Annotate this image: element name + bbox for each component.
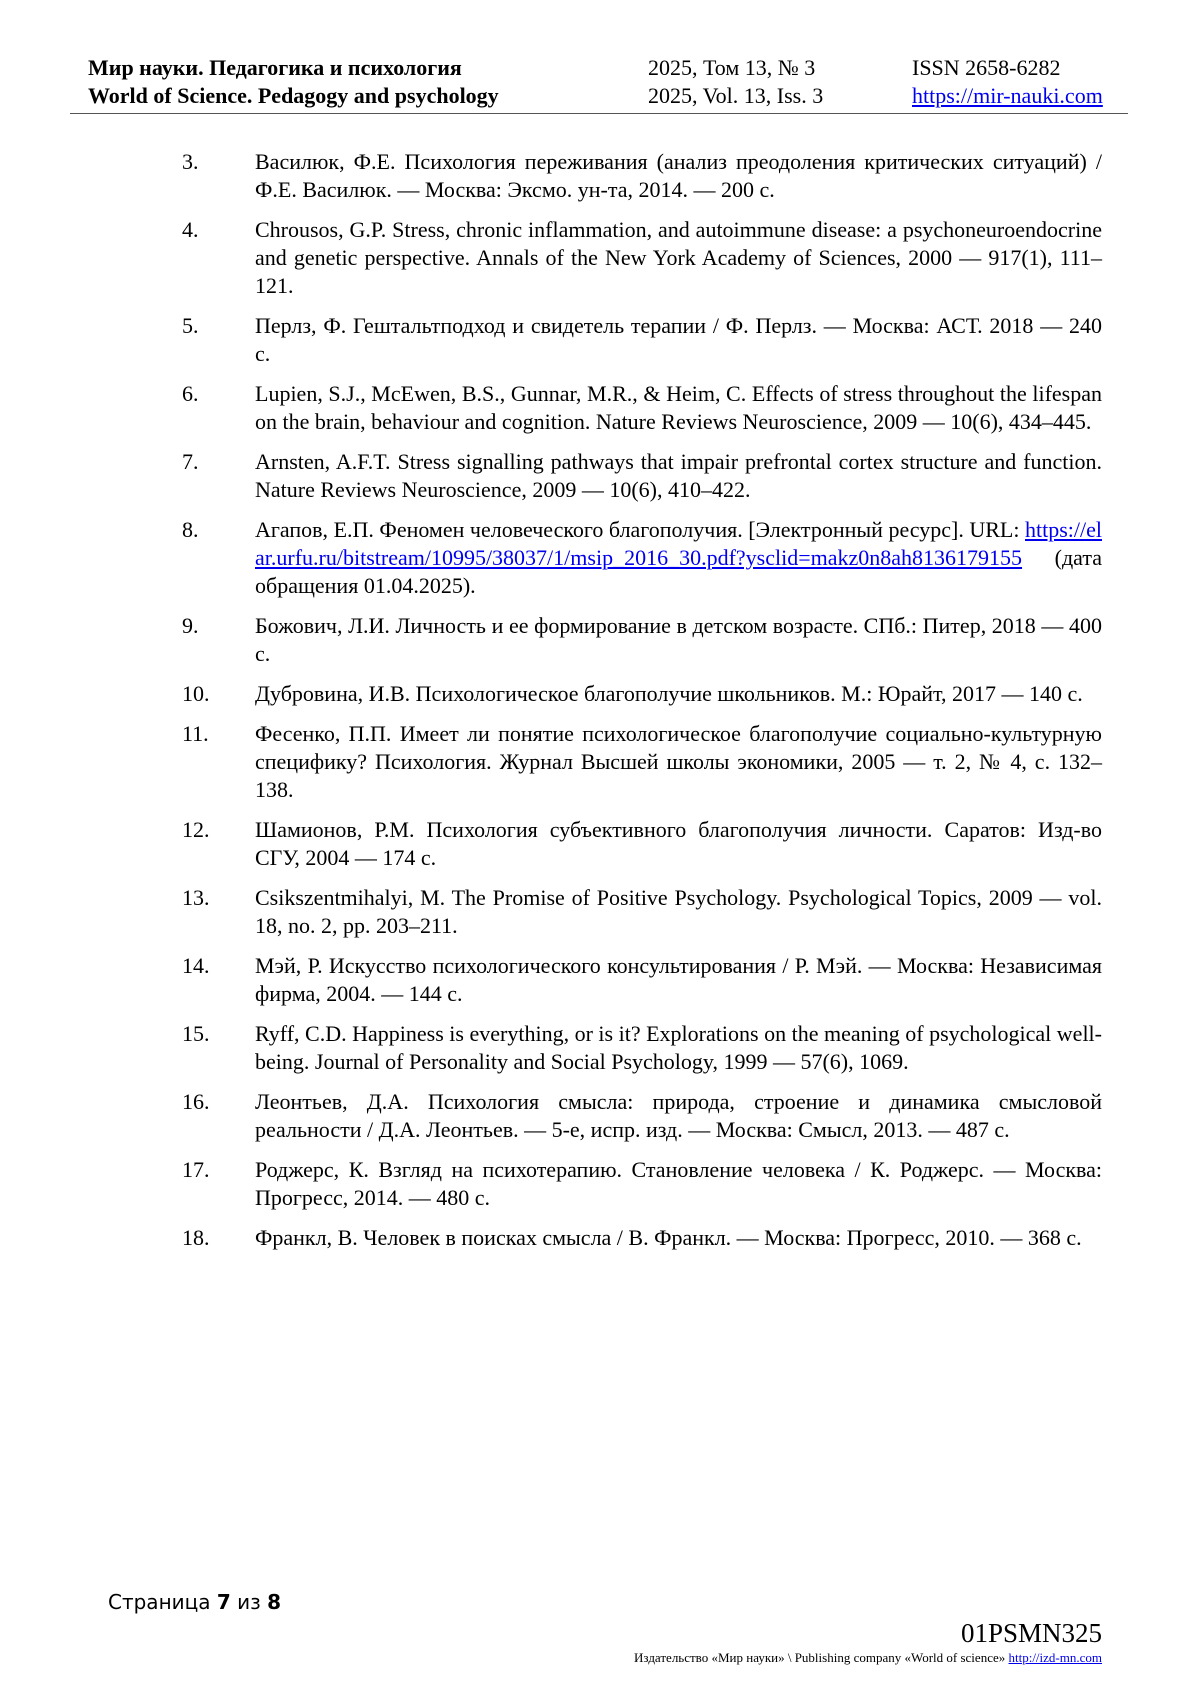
reference-item (182, 148, 1102, 204)
reference-number: 15. (182, 1021, 210, 1046)
reference-item (182, 952, 1102, 1008)
reference-number: 13. (182, 885, 210, 910)
reference-text: Шамионов, Р.М. Психология субъективного благополучия личности. Саратов: Изд-во СГУ, 2004 — 174 с. (255, 817, 1102, 870)
reference-text: Леонтьев, Д.А. Психология смысла: природа, строение и динамика смысловой реальности / Д.А. Леонтьев. — 5-е, испр. изд. — Москва: Смысл, 2013. — 487 с. (255, 1089, 1102, 1142)
reference-number: 9. (182, 613, 199, 638)
reference-item (182, 1156, 1102, 1212)
journal-title-en: World of Science. Pedagogy and psychology (88, 83, 499, 108)
reference-text: Мэй, Р. Искусство психологического консультирования / Р. Мэй. — Москва: Независимая фирма, 2004. — 144 с. (255, 953, 1102, 1006)
reference-item (182, 720, 1102, 804)
reference-number: 14. (182, 953, 210, 978)
reference-number: 12. (182, 817, 210, 842)
header-row-en (88, 82, 1118, 110)
reference-access-date: (дата обращения 01.04.2025). (255, 545, 1102, 598)
reference-item (182, 312, 1102, 368)
reference-item (182, 516, 1102, 600)
reference-text: Перлз, Ф. Гештальтподход и свидетель терапии / Ф. Перлз. — Москва: АСТ. 2018 — 240 с. (255, 313, 1102, 366)
volume-info-ru: 2025, Том 13, № 3 (648, 55, 816, 80)
reference-text: Csikszentmihalyi, M. The Promise of Positive Psychology. Psychological Topics, 2009 — vol. 18, no. 2, pp. 203–211. (255, 885, 1102, 938)
header-row-ru (88, 54, 1118, 82)
reference-item (182, 380, 1102, 436)
journal-website-link[interactable]: https://mir-nauki.com (912, 83, 1103, 108)
reference-number: 5. (182, 313, 199, 338)
reference-number: 3. (182, 149, 199, 174)
reference-text: Дубровина, И.В. Психологическое благополучие школьников. М.: Юрайт, 2017 — 140 с. (255, 681, 1083, 706)
reference-text: Lupien, S.J., McEwen, B.S., Gunnar, M.R., & Heim, C. Effects of stress throughout the lifespan on the brain, behaviour and cognition. Nature Reviews Neuroscience, 2009 — 10(6), 434–445. (255, 381, 1102, 434)
reference-number: 4. (182, 217, 199, 242)
page-indicator (108, 1590, 281, 1614)
reference-number: 16. (182, 1089, 210, 1114)
issn: ISSN 2658-6282 (912, 55, 1061, 80)
reference-item (182, 680, 1102, 708)
volume-info-en: 2025, Vol. 13, Iss. 3 (648, 83, 824, 108)
header-divider (70, 113, 1128, 114)
publisher-line (634, 1650, 1102, 1666)
reference-number: 17. (182, 1157, 210, 1182)
reference-text: Агапов, Е.П. Феномен человеческого благополучия. [Электронный ресурс]. URL: (255, 517, 1025, 542)
page-current: 7 (216, 1590, 231, 1614)
reference-number: 11. (182, 721, 209, 746)
reference-number: 6. (182, 381, 199, 406)
reference-text: Франкл, В. Человек в поисках смысла / В. Франкл. — Москва: Прогресс, 2010. — 368 с. (255, 1225, 1082, 1250)
reference-number: 7. (182, 449, 199, 474)
reference-item (182, 816, 1102, 872)
reference-text: Ryff, C.D. Happiness is everything, or is it? Explorations on the meaning of psychological well-being. Journal of Personality and Social Psychology, 1999 — 57(6), 1069. (255, 1021, 1102, 1074)
reference-text: Василюк, Ф.Е. Психология переживания (анализ преодоления критических ситуаций) / Ф.Е. Василюк. — Москва: Эксмо. ун-та, 2014. — 200 с. (255, 149, 1102, 202)
article-code: 01PSMN325 (960, 1618, 1102, 1648)
publisher-text: Издательство «Мир науки» \ Publishing company «World of science» (634, 1650, 1009, 1665)
reference-item (182, 1020, 1102, 1076)
reference-text: Chrousos, G.P. Stress, chronic inflammation, and autoimmune disease: a psychoneuroendocrine and genetic perspective. Annals of the New York Academy of Sciences, 2000 — 917(1), 111–121. (255, 217, 1102, 298)
page-header (88, 54, 1118, 110)
page-separator: из (230, 1590, 268, 1614)
reference-number: 10. (182, 681, 210, 706)
reference-item (182, 612, 1102, 668)
reference-item (182, 884, 1102, 940)
reference-link[interactable]: https://elar.urfu.ru/bitstream/10995/38037/1/msip_2016_30.pdf?ysclid=makz0n8ah8136179155 (255, 517, 1102, 570)
reference-text: Роджерс, К. Взгляд на психотерапию. Становление человека / К. Роджерс. — Москва: Прогресс, 2014. — 480 с. (255, 1157, 1102, 1210)
page-prefix: Страница (108, 1590, 217, 1614)
reference-text: Фесенко, П.П. Имеет ли понятие психологическое благополучие социально-культурную специфику? Психология. Журнал Высшей школы экономики, 2005 — т. 2, № 4, с. 132–138. (255, 721, 1102, 802)
reference-number: 8. (182, 517, 199, 542)
reference-item (182, 1224, 1102, 1252)
reference-text: Arnsten, A.F.T. Stress signalling pathways that impair prefrontal cortex structure and function. Nature Reviews Neuroscience, 2009 — 10(6), 410–422. (255, 449, 1102, 502)
page-total: 8 (267, 1590, 282, 1614)
reference-item (182, 216, 1102, 300)
reference-number: 18. (182, 1225, 210, 1250)
reference-item (182, 1088, 1102, 1144)
publisher-link[interactable]: http://izd-mn.com (1008, 1650, 1102, 1665)
journal-title-ru: Мир науки. Педагогика и психология (88, 55, 462, 80)
reference-text: Божович, Л.И. Личность и ее формирование в детском возрасте. СПб.: Питер, 2018 — 400 с. (255, 613, 1102, 666)
reference-list (182, 148, 1102, 1264)
reference-item (182, 448, 1102, 504)
